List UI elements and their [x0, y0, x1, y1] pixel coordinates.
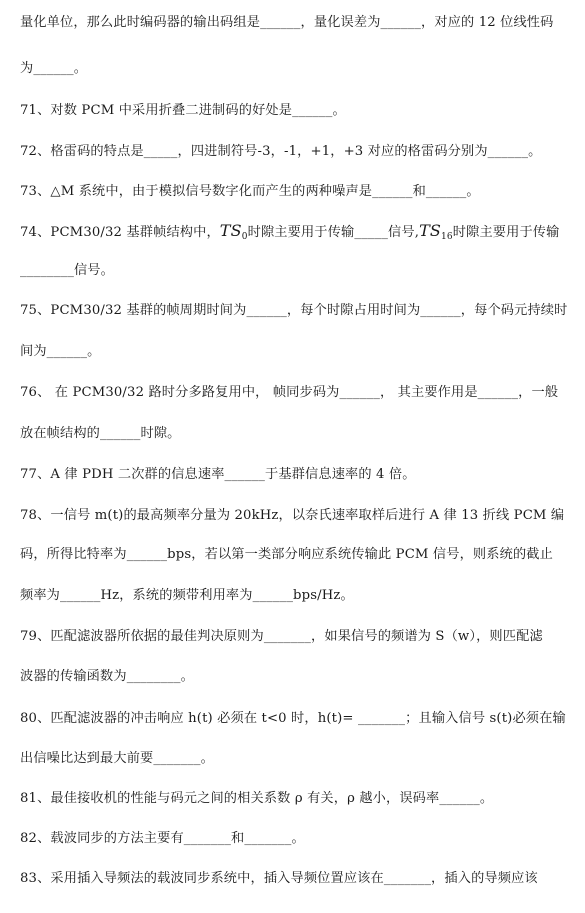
text-line: 为______。	[20, 61, 88, 76]
ts16-symbol: $TS_{16}$	[419, 221, 453, 242]
question-74: 74、PCM30/32 基群帧结构中，$TS_0$时隙主要用于传输_____信号$,TS_{16}$时隙主要用于传输	[20, 221, 560, 242]
question-81: 81、最佳接收机的性能与码元之间的相关系数 ρ 有关，ρ 越小，误码率______。	[20, 791, 494, 806]
text-line: 间为______。	[20, 344, 101, 359]
question-77: 77、A 律 PDH 二次群的信息速率______于基群信息速率的 4 倍。	[20, 467, 416, 482]
text-line: 放在帧结构的______时隙。	[20, 426, 181, 441]
question-80: 80、匹配滤波器的冲击响应 h(t) 必须在 t<0 时，h(t)= _______；且输入信号 s(t)必须在输	[20, 711, 566, 726]
question-78: 78、一信号 m(t)的最高频率分量为 20kHz，以奈氏速率取样后进行 A 律 13 折线 PCM 编	[20, 508, 565, 523]
question-75: 75、PCM30/32 基群的帧周期时间为______，每个时隙占用时间为______，每个码元持续时	[20, 303, 568, 318]
text-line: 频率为______Hz，系统的频带利用率为______bps/Hz。	[20, 588, 354, 603]
question-76: 76、 在 PCM30/32 路时分多路复用中， 帧同步码为______， 其主要作用是______，一般	[20, 385, 559, 400]
text-line: 码，所得比特率为______bps，若以第一类部分响应系统传输此 PCM 信号，则系统的截止	[20, 547, 553, 562]
question-82: 82、载波同步的方法主要有_______和_______。	[20, 831, 305, 846]
question-71: 71、对数 PCM 中采用折叠二进制码的好处是______。	[20, 103, 346, 118]
question-73: 73、△M 系统中，由于模拟信号数字化而产生的两种噪声是______和______。	[20, 184, 480, 199]
text-line: 出信噪比达到最大前要_______。	[20, 751, 214, 766]
text-line: 量化单位，那么此时编码器的输出码组是______，量化误差为______，对应的 12 位线性码	[20, 15, 554, 30]
text-line: ________信号。	[20, 263, 114, 278]
question-72: 72、格雷码的特点是_____，四进制符号-3，-1，+1，+3 对应的格雷码分别为______。	[20, 144, 542, 159]
question-83: 83、采用插入导频法的载波同步系统中，插入导频位置应该在_______，插入的导频应该	[20, 871, 538, 886]
ts0-symbol: $TS_0$	[219, 221, 248, 242]
question-79: 79、匹配滤波器所依据的最佳判决原则为_______，如果信号的频谱为 S（w），则匹配滤	[20, 629, 543, 644]
text-line: 波器的传输函数为________。	[20, 669, 194, 684]
